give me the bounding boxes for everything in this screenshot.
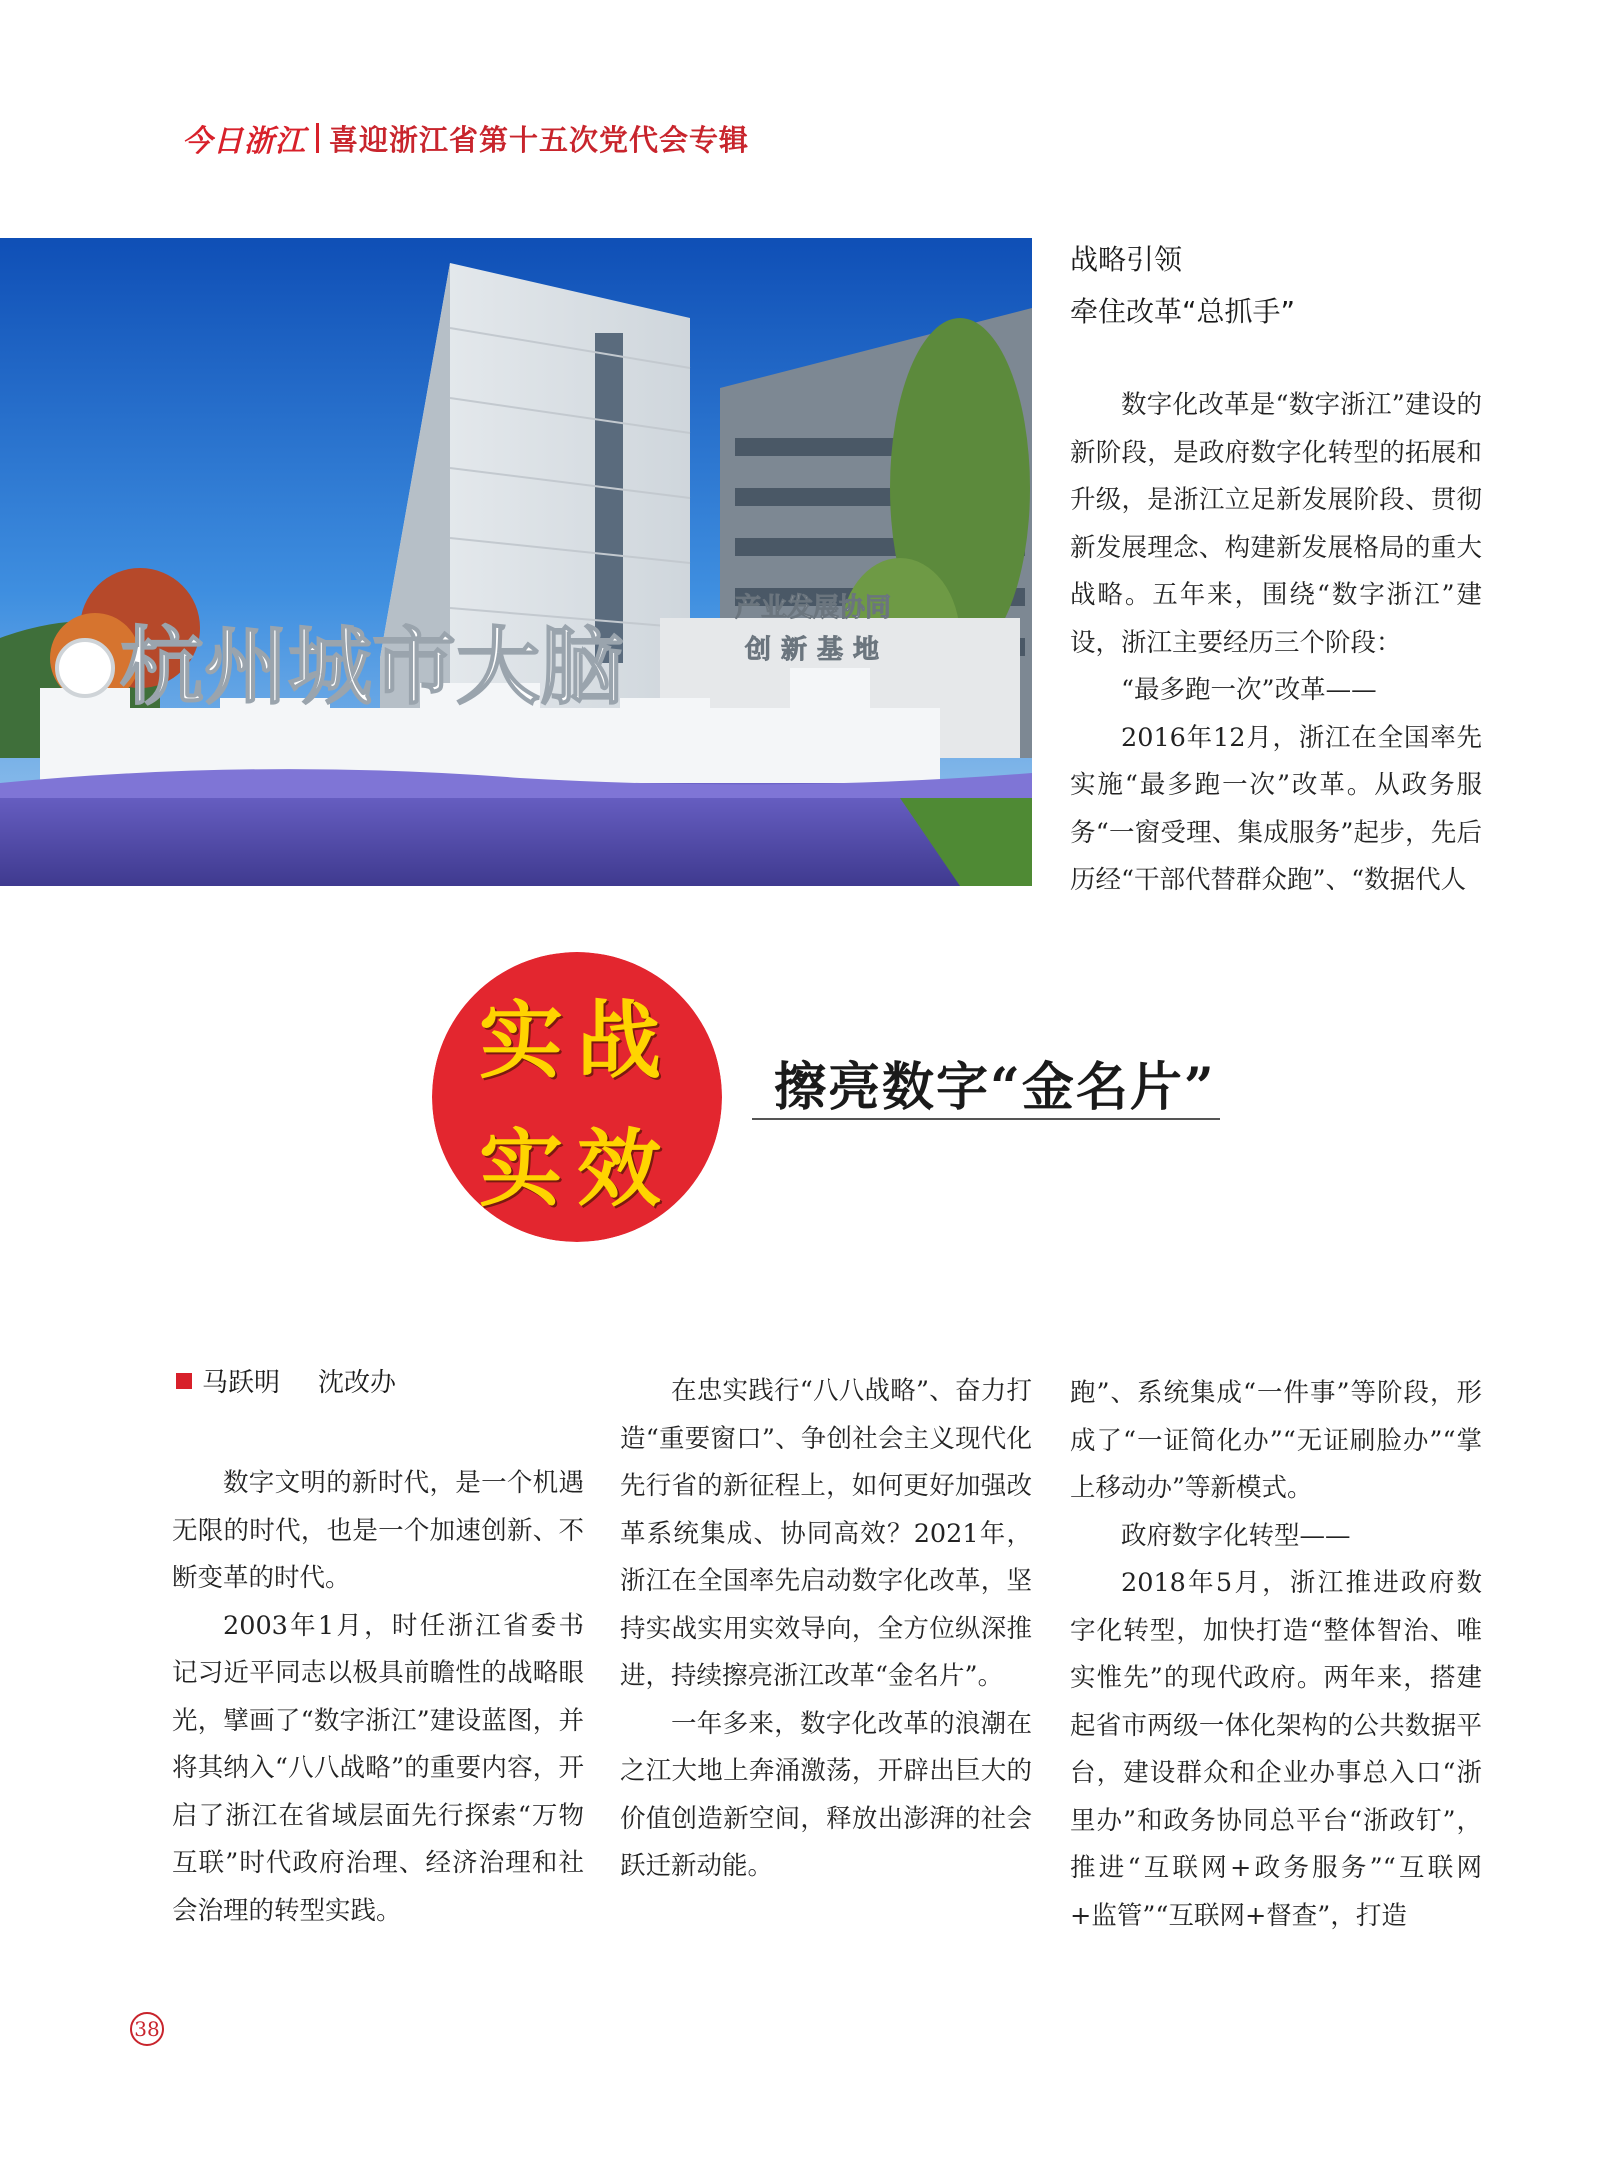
- title-underline: [752, 1118, 1220, 1120]
- title-circle-badge: [432, 952, 722, 1242]
- section-heading: [1070, 234, 1295, 338]
- paragraph: 2016年12月，浙江在全国率先实施“最多跑一次”改革。从政务服务“一窗受理、集成服务”起步，先后历经“干部代替群众跑”、“数据代人: [1070, 722, 1482, 895]
- section-heading-line2: 牵住改革“总抓手”: [1070, 295, 1296, 328]
- middle-column: [620, 1368, 1032, 1891]
- paragraph: “最多跑一次”改革——: [1121, 675, 1377, 705]
- byline-org: 沈改办: [318, 1368, 397, 1398]
- paragraph: 2003年1月，时任浙江省委书记习近平同志以极具前瞻性的战略眼光，擘画了“数字浙江”建设蓝图，并将其纳入“八八战略”的重要内容，开启了浙江在省域层面先行探索“万物互联”时代政府治理、经济治理和社会治理的转型实践。: [172, 1610, 584, 1926]
- page-number: 38: [130, 2012, 164, 2046]
- byline-author: 马跃明: [202, 1368, 281, 1398]
- section-heading-line1: 战略引领: [1070, 243, 1183, 276]
- sign-main-text: 杭州城市大脑: [120, 618, 625, 716]
- sign-line1-text: 产业发展协同: [735, 593, 892, 623]
- brand-logo: 今日浙江: [182, 124, 306, 159]
- right-column-bottom: [1070, 1370, 1482, 1940]
- right-column-top: [1070, 382, 1482, 905]
- paragraph: 跑”、系统集成“一件事”等阶段，形成了“一证简化办”“无证刷脸办”“掌上移动办”等新模式。: [1070, 1378, 1482, 1503]
- article-title: 擦亮数字“金名片”: [774, 1057, 1216, 1118]
- page-header: [182, 118, 749, 158]
- circle-text-line1: 实战: [478, 991, 675, 1090]
- paragraph: 数字化改革是“数字浙江”建设的新阶段，是政府数字化转型的拓展和升级，是浙江立足新发展阶段、贯彻新发展理念、构建新发展格局的重大战略。五年来，围绕“数字浙江”建设，浙江主要经历三个阶段：: [1070, 390, 1482, 658]
- paragraph: 一年多来，数字化改革的浪潮在之江大地上奔涌激荡，开辟出巨大的价值创造新空间，释放出澎湃的社会跃迁新动能。: [620, 1708, 1032, 1881]
- byline: [176, 1362, 396, 1399]
- byline-square-icon: [176, 1373, 192, 1389]
- paragraph: 2018年5月，浙江推进政府数字化转型，加快打造“整体智治、唯实惟先”的现代政府。两年来，搭建起省市两级一体化架构的公共数据平台，建设群众和企业办事总入口“浙里办”和政务协同总平台“浙政钉”，推进“互联网+政务服务”“互联网+监管”“互联网+督查”，打造: [1070, 1568, 1482, 1931]
- building-photo: [0, 238, 1032, 886]
- sign-line2-text: 创新基地: [745, 635, 890, 665]
- left-column: [172, 1460, 584, 1935]
- header-divider: [316, 123, 319, 153]
- header-title: 喜迎浙江省第十五次党代会专辑: [329, 122, 750, 157]
- paragraph: 政府数字化转型——: [1121, 1520, 1351, 1551]
- paragraph: 数字文明的新时代，是一个机遇无限的时代，也是一个加速创新、不断变革的时代。: [172, 1468, 584, 1593]
- circle-text-line2: 实效: [478, 1119, 675, 1218]
- paragraph: 在忠实践行“八八战略”、奋力打造“重要窗口”、争创社会主义现代化先行省的新征程上，如何更好加强改革系统集成、协同高效？2021年，浙江在全国率先启动数字化改革，坚持实战实用实效导向，全方位纵深推进，持续擦亮浙江改革“金名片”。: [620, 1376, 1032, 1691]
